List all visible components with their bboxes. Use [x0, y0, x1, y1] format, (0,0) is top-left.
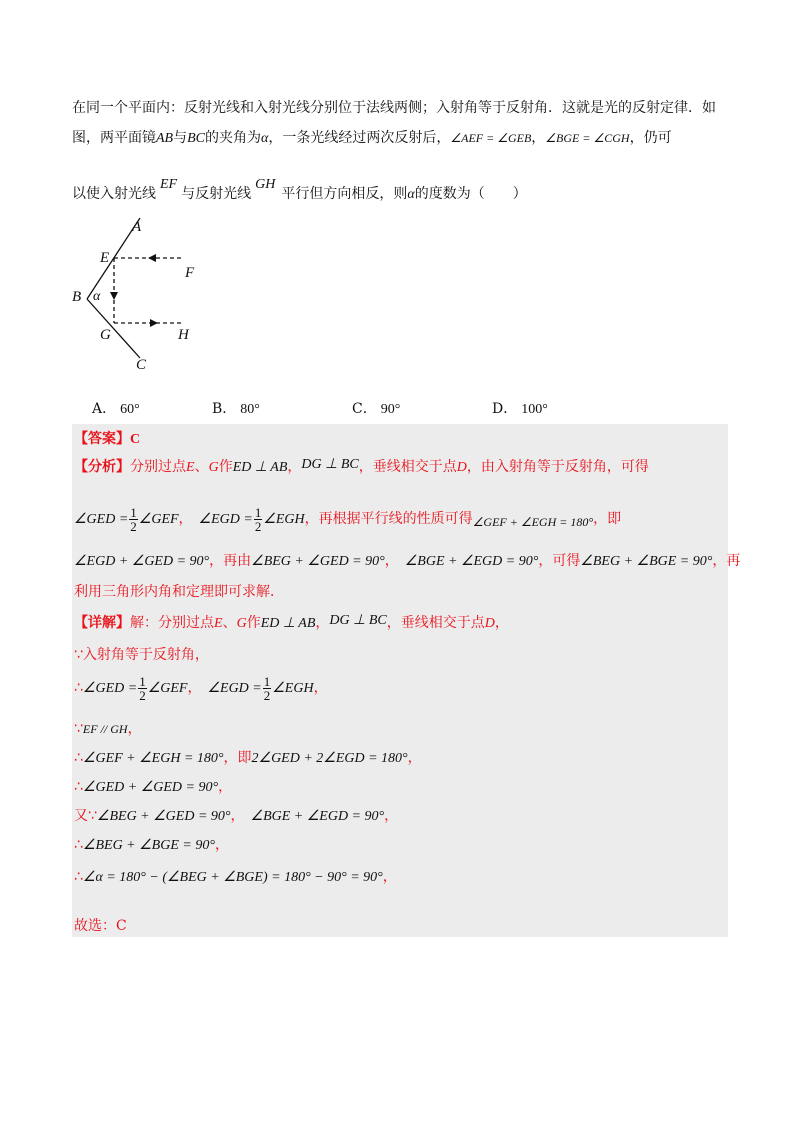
detail-line-7: 又∵∠BEG + ∠GED = 90°， ∠BGE + ∠EGD = 90°， [74, 808, 399, 824]
arrow-down-icon [110, 292, 118, 300]
label-b: B [72, 289, 82, 305]
question-line-3: 以使入射光线EF与反射光线GH平行但方向相反，则α的度数为（ ） [72, 177, 527, 202]
arrow-left-icon [148, 254, 156, 262]
arrow-right-icon [150, 319, 158, 327]
analysis-line-1: 【分析】分别过点E、G作ED ⊥ AB，DG ⊥ BC，垂线相交于点D，由入射角等于反射角，可得 [74, 457, 649, 475]
option-d[interactable]: D． 100° [492, 401, 548, 417]
analysis-line-2: ∠GED = $\frac{1}{2}$ ∠GEF， ∠EGD = $\frac{1}{2}$ ∠EGH，再根据平行线的性质可得∠GEF + ∠EGH = 180°，即 [74, 504, 622, 534]
question-line-2: 图，两平面镜AB与BC的夹角为α，一条光线经过两次反射后，∠AEF = ∠GEB，∠BGE = ∠CGH，仍可 [72, 130, 672, 146]
detail-line-6: ∴∠GED + ∠GED = 90°， [74, 779, 233, 795]
label-e: E [100, 250, 110, 266]
detail-line-1: 【详解】解：分别过点E、G作ED ⊥ AB，DG ⊥ BC，垂线相交于点D， [74, 613, 509, 631]
final-choice: 故选：C [74, 918, 127, 934]
option-b[interactable]: B． 80° [212, 401, 260, 417]
detail-line-2: ∵入射角等于反射角， [74, 647, 209, 663]
label-a: A [132, 219, 142, 235]
label-f: F [185, 265, 195, 281]
answer-line: 【答案】C [74, 431, 141, 447]
question-line-1: 在同一个平面内：反射光线和入射光线分别位于法线两侧；入射角等于反射角．这就是光的反射定律．如 [72, 100, 716, 116]
detail-line-8: ∴∠BEG + ∠BGE = 90°， [74, 837, 229, 853]
option-c[interactable]: C． 90° [352, 401, 401, 417]
detail-line-4: ∵EF // GH， [74, 721, 142, 737]
label-g: G [100, 327, 111, 343]
option-a[interactable]: A． 60° [92, 401, 140, 417]
label-c: C [136, 357, 147, 373]
analysis-line-3: ∠EGD + ∠GED = 90°，再由∠BEG + ∠GED = 90°， ∠BGE + ∠EGD = 90°，可得∠BEG + ∠BGE = 90°，再 [74, 553, 741, 569]
detail-line-9: ∴∠α = 180° − (∠BEG + ∠BGE) = 180° − 90° = 90°， [74, 869, 397, 885]
detail-line-3: ∴∠GED = $\frac{1}{2}$ ∠GEF， ∠EGD = $\frac{1}{2}$ ∠EGH， [74, 673, 328, 703]
detail-line-5: ∴∠GEF + ∠EGH = 180°，即2∠GED + 2∠EGD = 180°， [74, 750, 422, 766]
analysis-line-4: 利用三角形内角和定理即可求解． [74, 584, 284, 600]
label-h: H [178, 327, 189, 343]
label-alpha: α [93, 289, 101, 304]
mirror-diagram [60, 212, 220, 380]
